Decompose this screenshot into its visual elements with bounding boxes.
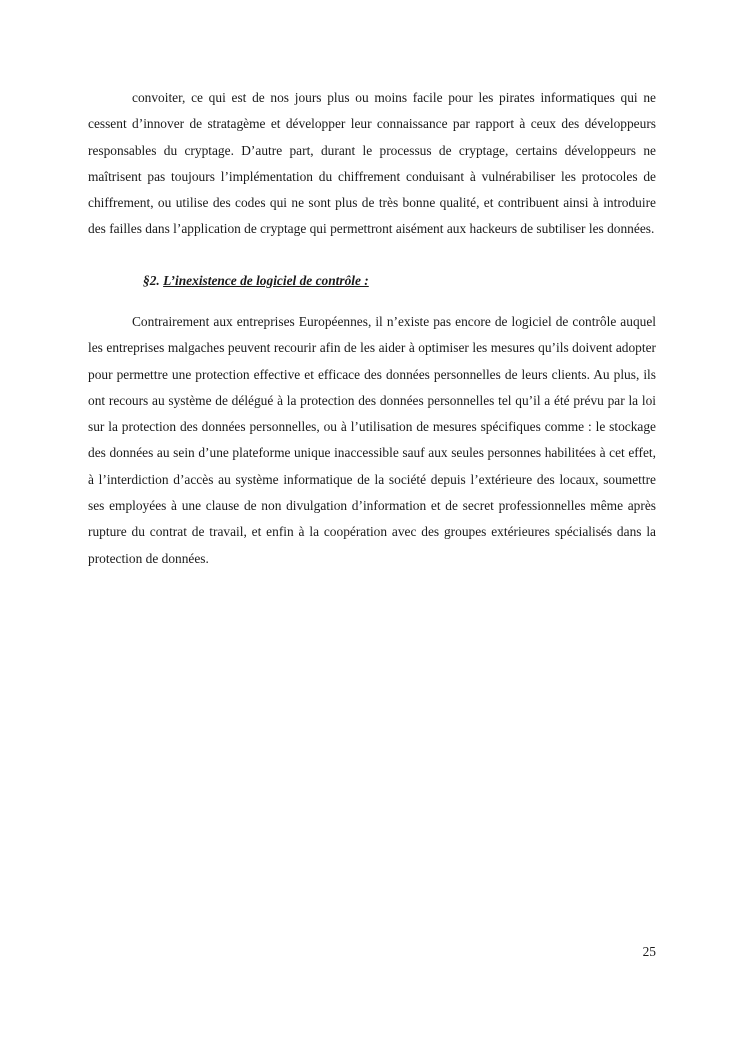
paragraph-body: Contrairement aux entreprises Européennes, il n’existe pas encore de logiciel de contrôle auquel les entreprises malgaches peuvent recourir afin de les aider à optimiser les mesures qu’ils doivent adopter pour permettre une protection effective et efficace des données personnelles de leurs clients. Au plus, ils ont recours au système de délégué à la protection des données personnelles tel qu’il a été prévu par la loi sur la protection des données personnelles, ou à l’utilisation de mesures spécifiques comme : le stockage des données au sein d’une plateforme unique inaccessible sauf aux seules personnes habilitées à cet effet, à l’interdiction d’accès au système informatique de la société depuis l’extérieure des locaux, soumettre ses employées à une clause de non divulgation d’information et de secret professionnelles même après rupture du contrat de travail, et enfin à la coopération avec des groupes extérieures spécialisés dans la protection de données. [88,314,656,566]
section-title: L’inexistence de logiciel de contrôle : [163,273,369,288]
page-number: 25 [642,944,656,959]
section-heading [143,271,369,291]
paragraph-continuation: convoiter, ce qui est de nos jours plus ou moins facile pour les pirates informatiques qui ne cessent d’innover de stratagème et développer leur connaissance par rapport à ceux des développeurs responsables du cryptage. D’autre part, durant le processus de cryptage, certains développeurs ne maîtrisent pas toujours l’implémentation du chiffrement conduisant à vulnérabiliser les protocoles de chiffrement, ou utilise des codes qui ne sont plus de très bonne qualité, et contribuent ainsi à introduire des failles dans l’application de cryptage qui permettront aisément aux hackeurs de subtiliser les données. [88,90,656,237]
section-number: §2. [143,273,160,288]
